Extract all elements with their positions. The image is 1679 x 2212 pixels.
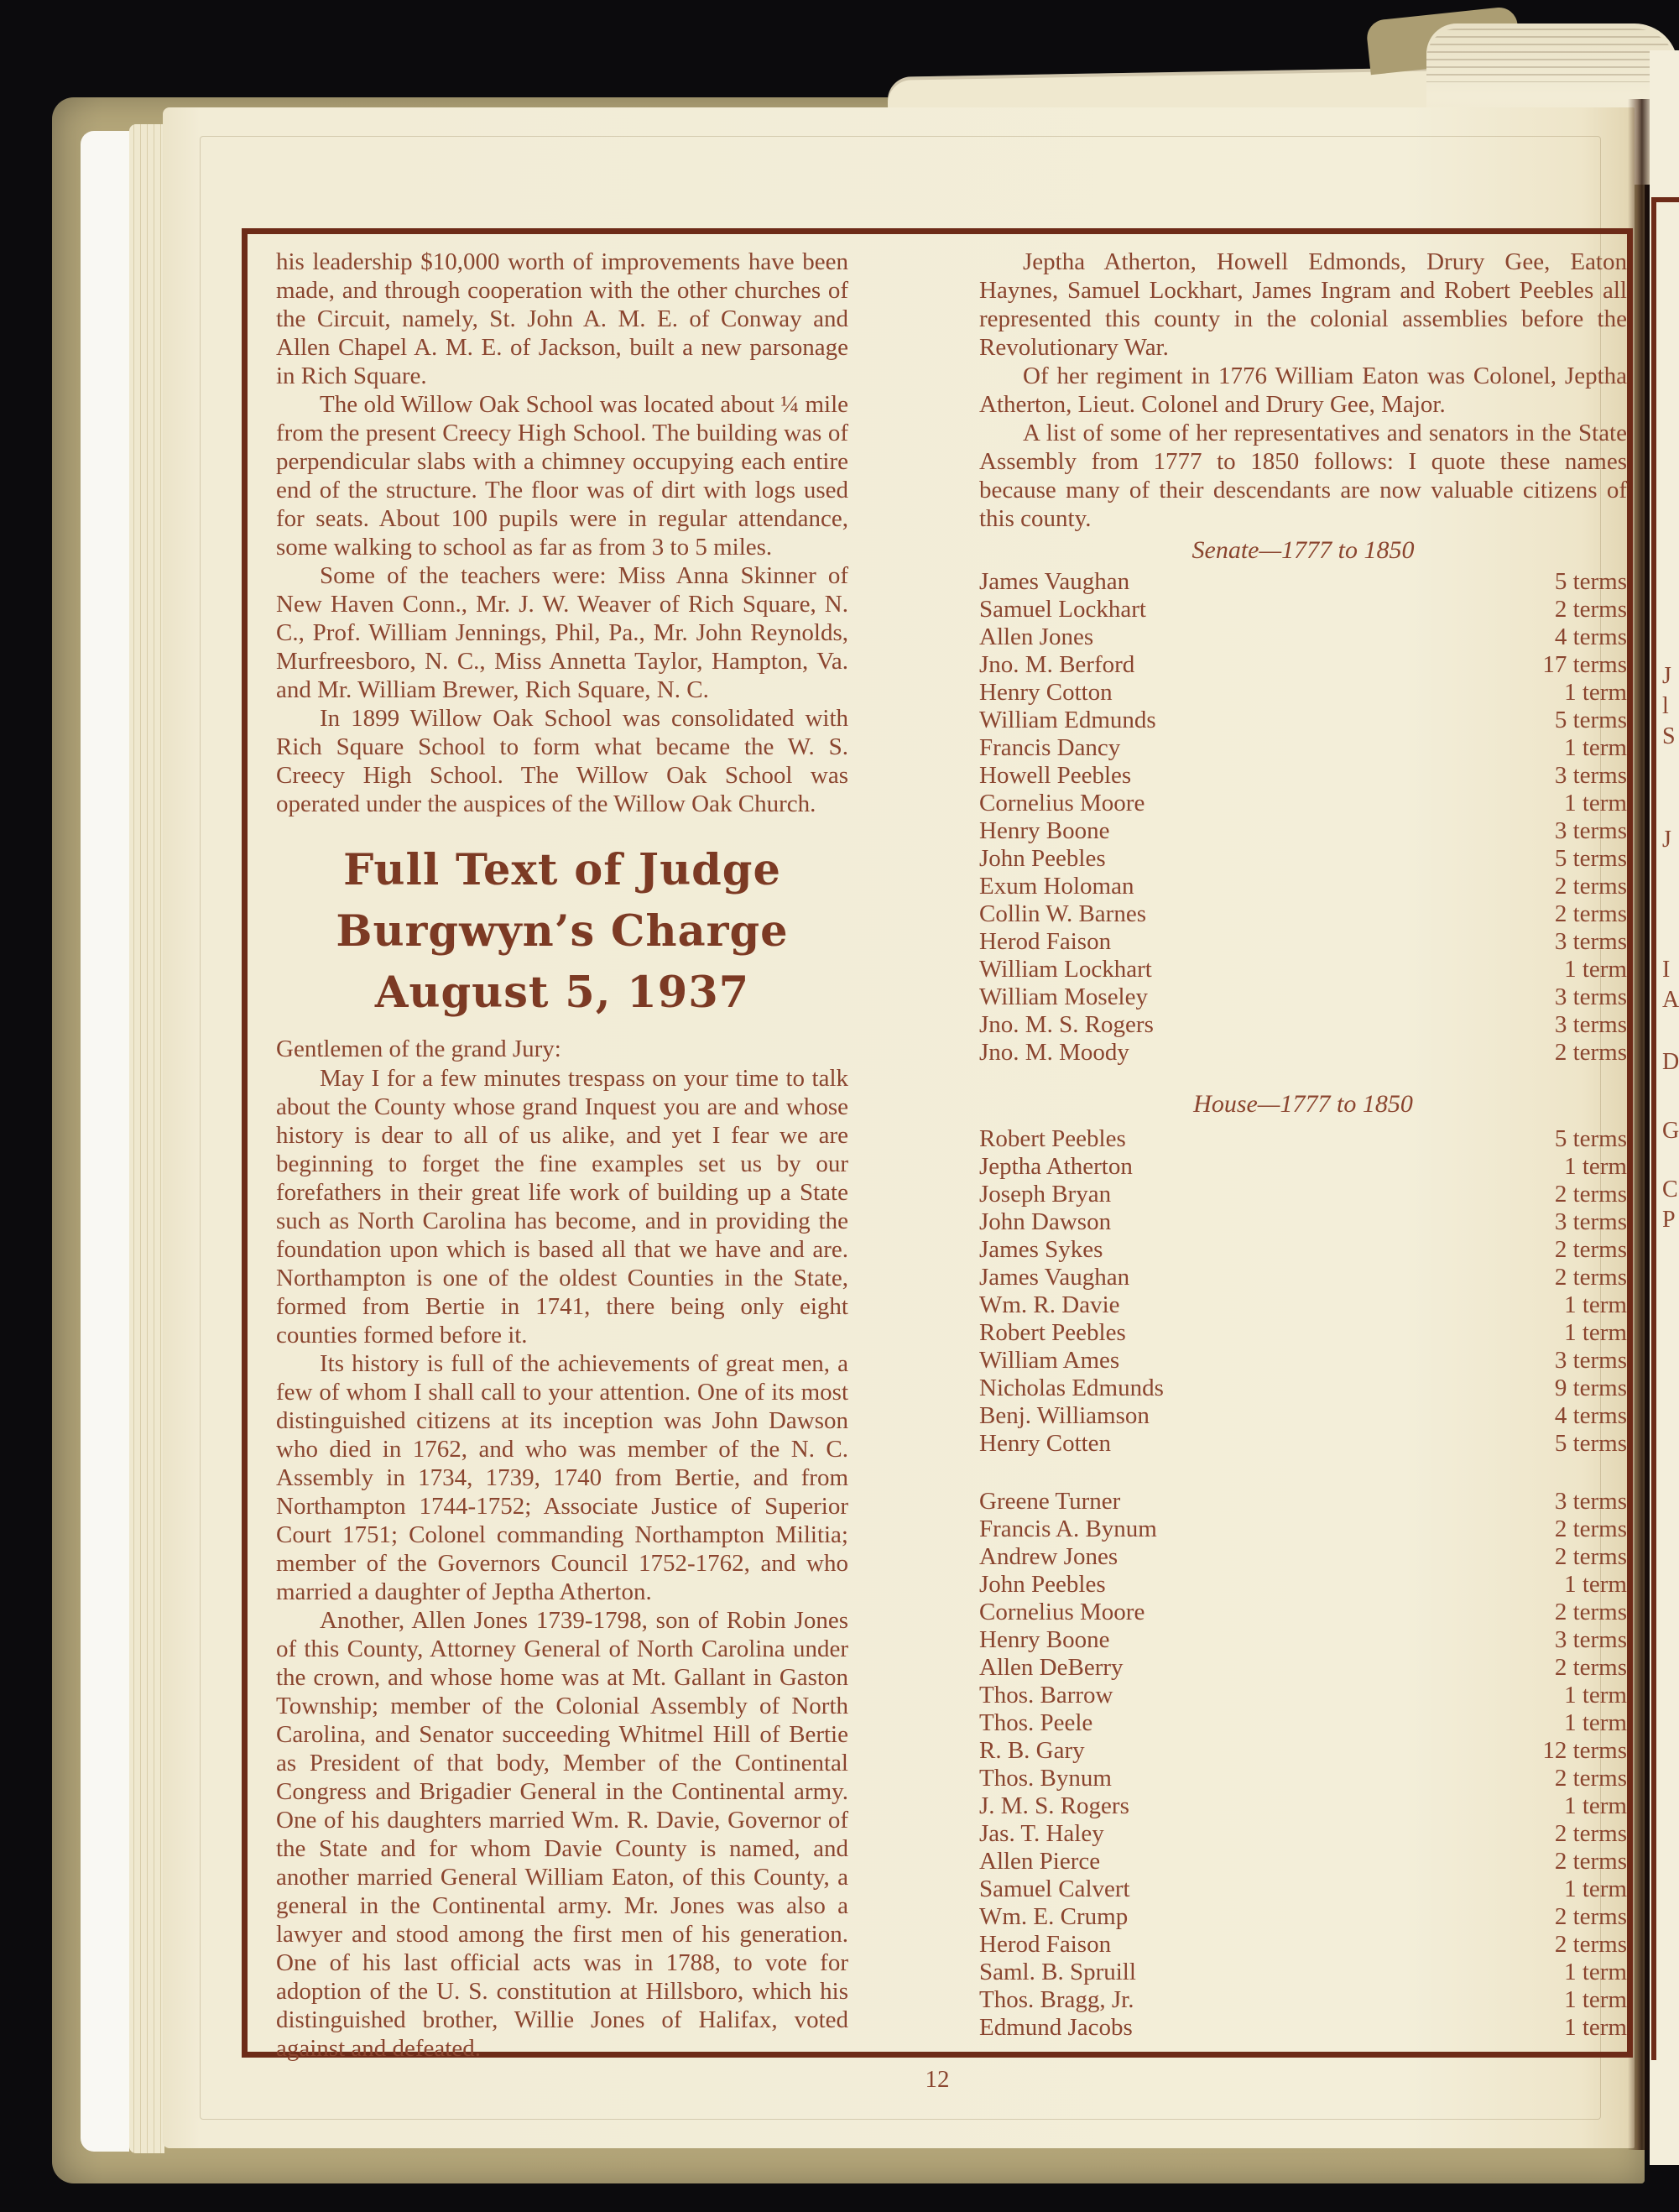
- member-terms: 2 terms: [1554, 1848, 1627, 1875]
- next-page-text-fragment: J: [1662, 663, 1671, 689]
- member-row: [979, 1709, 1627, 1737]
- member-terms: 2 terms: [1554, 1765, 1627, 1792]
- next-page-text-fragment: C: [1662, 1176, 1678, 1203]
- right-column-paragraphs: [979, 248, 1627, 533]
- member-terms: 3 terms: [1554, 1626, 1627, 1653]
- flyleaf-page-edge: [81, 131, 129, 2152]
- member-terms: 2 terms: [1554, 1599, 1627, 1625]
- right-column: [979, 248, 1627, 2042]
- member-row: [979, 1430, 1627, 1458]
- member-terms: 4 terms: [1554, 623, 1627, 650]
- member-name: Thos. Bragg, Jr.: [979, 1986, 1134, 2013]
- member-terms: 2 terms: [1554, 1039, 1627, 1066]
- member-terms: 5 terms: [1554, 1125, 1627, 1152]
- member-name: Henry Cotton: [979, 679, 1113, 706]
- member-name: Francis A. Bynum: [979, 1516, 1157, 1542]
- member-name: Thos. Barrow: [979, 1682, 1113, 1709]
- member-row: [979, 1153, 1627, 1181]
- member-row: [979, 1488, 1627, 1516]
- house-member-list-group1: [979, 1125, 1627, 1458]
- text-frame: [242, 228, 1633, 2062]
- paragraph: Its history is full of the achievements of great men, a few of whom I shall call to your attention. One of its most distinguished citizens at its inception was John Dawson who died in 1762, and who was member of the N. C. Assembly in 1734, 1739, 1740 from Bertie, and from Northampton 1744-1752; Associate Justice of Superior Court 1751; Colonel commanding Northampton Militia; member of the Governors Council 1752-1762, and who married a daughter of Jeptha Atherton.: [276, 1350, 848, 1605]
- member-name: Howell Peebles: [979, 762, 1132, 789]
- member-row: [979, 596, 1627, 623]
- member-row: [979, 2014, 1627, 2042]
- member-terms: 3 terms: [1554, 817, 1627, 844]
- member-name: John Dawson: [979, 1208, 1112, 1235]
- member-name: William Edmunds: [979, 707, 1156, 733]
- member-terms: 1 term: [1564, 2014, 1627, 2041]
- next-page-text-fragment: J: [1662, 827, 1671, 853]
- next-page-side-rule: [1651, 197, 1656, 2060]
- member-terms: 1 term: [1564, 679, 1627, 706]
- member-terms: 2 terms: [1554, 1516, 1627, 1542]
- member-row: [979, 956, 1627, 983]
- member-name: J. M. S. Rogers: [979, 1792, 1129, 1819]
- article-heading: [276, 840, 848, 1024]
- member-name: Jno. M. Berford: [979, 651, 1135, 678]
- member-name: Francis Dancy: [979, 734, 1121, 761]
- member-terms: 2 terms: [1554, 1181, 1627, 1208]
- member-row: [979, 1291, 1627, 1319]
- member-terms: 1 term: [1564, 1153, 1627, 1180]
- member-name: Cornelius Moore: [979, 1599, 1145, 1625]
- member-name: James Vaughan: [979, 568, 1130, 595]
- member-name: Saml. B. Spruill: [979, 1959, 1136, 1985]
- member-terms: 2 terms: [1554, 1903, 1627, 1930]
- member-row: [979, 1375, 1627, 1402]
- member-name: Joseph Bryan: [979, 1181, 1112, 1208]
- member-row: [979, 623, 1627, 651]
- member-terms: 12 terms: [1542, 1737, 1627, 1764]
- member-terms: 3 terms: [1554, 1488, 1627, 1515]
- member-row: [979, 1903, 1627, 1931]
- member-name: Allen Jones: [979, 623, 1094, 650]
- member-name: Henry Cotten: [979, 1430, 1112, 1457]
- member-name: William Lockhart: [979, 956, 1152, 983]
- member-row: [979, 1347, 1627, 1375]
- speech-paragraphs: [276, 1064, 848, 2063]
- member-terms: 1 term: [1564, 1682, 1627, 1709]
- senate-section-heading: Senate—1777 to 1850: [1191, 536, 1415, 564]
- member-row: [979, 1011, 1627, 1039]
- house-section-heading: House—1777 to 1850: [1193, 1090, 1413, 1118]
- senate-member-list: [979, 568, 1627, 1067]
- member-name: Benj. Williamson: [979, 1402, 1150, 1429]
- member-name: Henry Boone: [979, 817, 1110, 844]
- member-terms: 5 terms: [1554, 707, 1627, 733]
- member-row: [979, 1039, 1627, 1067]
- member-name: Robert Peebles: [979, 1319, 1126, 1346]
- paragraph: The old Willow Oak School was located about ¼ mile from the present Creecy High School. The building was of perpendicular slabs with a chimney occupying each entire end of the structure. The floor was of dirt with logs used for seats. About 100 pupils were in regular attendance, some walking to school as far as from 3 to 5 miles.: [276, 391, 848, 561]
- paragraph: Another, Allen Jones 1739-1798, son of Robin Jones of this County, Attorney General of North Carolina under the crown, and whose home was at Mt. Gallant in Gaston Township; member of the Colonial Assembly of North Carolina, and Senator succeeding Whitmel Hill of Bertie as President of that body, Member of the Continental Congress and Brigadier General in the Continental army. One of his daughters married Wm. R. Davie, Governor of the State and for whom Davie County is named, and another married General William Eaton, of this County, a general in the Continental army. Mr. Jones was also a lawyer and stood among the first men of his generation. One of his last official acts was in 1788, to vote for adoption of the U. S. constitution at Hillsboro, which his distinguished brother, Willie Jones of Halifax, voted against and defeated.: [276, 1607, 848, 2062]
- member-terms: 5 terms: [1554, 845, 1627, 872]
- member-terms: 2 terms: [1554, 596, 1627, 623]
- member-name: Jno. M. S. Rogers: [979, 1011, 1154, 1038]
- member-row: [979, 983, 1627, 1011]
- member-name: Samuel Lockhart: [979, 596, 1146, 623]
- member-row: [979, 734, 1627, 762]
- member-row: [979, 1876, 1627, 1903]
- paragraph: In 1899 Willow Oak School was consolidated with Rich Square School to form what became the W. S. Creecy High School. The Willow Oak School was operated under the auspices of the Willow Oak Church.: [276, 705, 848, 817]
- next-page-text-fragment: G: [1662, 1118, 1679, 1144]
- member-row: [979, 873, 1627, 900]
- next-page-text-fragment: P: [1662, 1207, 1676, 1233]
- member-row: [979, 679, 1627, 707]
- member-name: Jas. T. Haley: [979, 1820, 1104, 1847]
- member-name: Allen Pierce: [979, 1848, 1101, 1875]
- member-name: Andrew Jones: [979, 1543, 1118, 1570]
- paragraph: A list of some of her representatives and senators in the State Assembly from 1777 to 1850 follows: I quote these names because many of their descendants are now valuable citizens of this county.: [979, 420, 1627, 532]
- member-terms: 2 terms: [1554, 873, 1627, 900]
- member-row: [979, 1543, 1627, 1571]
- salutation: Gentlemen of the grand Jury:: [276, 1036, 561, 1062]
- left-column-paragraphs: [276, 248, 848, 818]
- member-row: [979, 1181, 1627, 1208]
- member-row: [979, 1208, 1627, 1236]
- member-row: [979, 1516, 1627, 1543]
- page-number: 12: [925, 2066, 950, 2093]
- member-name: Herod Faison: [979, 928, 1112, 955]
- member-terms: 2 terms: [1554, 900, 1627, 927]
- member-row: [979, 1792, 1627, 1820]
- member-terms: 2 terms: [1554, 1654, 1627, 1681]
- left-column: [276, 248, 848, 2063]
- member-row: [979, 568, 1627, 596]
- paragraph: Some of the teachers were: Miss Anna Skinner of New Haven Conn., Mr. J. W. Weaver of Rich Square, N. C., Prof. William Jennings, Phil, Pa., Mr. John Reynolds, Murfreesboro, N. C., Miss Annetta Taylor, Hampton, Va. and Mr. William Brewer, Rich Square, N. C.: [276, 562, 848, 703]
- member-terms: 1 term: [1564, 1876, 1627, 1902]
- member-name: James Sykes: [979, 1236, 1103, 1263]
- member-terms: 1 term: [1564, 1709, 1627, 1736]
- member-row: [979, 1599, 1627, 1626]
- next-page-text-fragment: D: [1662, 1049, 1679, 1075]
- member-name: Greene Turner: [979, 1488, 1121, 1515]
- member-row: [979, 1959, 1627, 1986]
- page-edge-stack-left: [129, 124, 164, 2153]
- member-terms: 3 terms: [1554, 983, 1627, 1010]
- member-row: [979, 1931, 1627, 1959]
- member-row: [979, 1986, 1627, 2014]
- member-name: Henry Boone: [979, 1626, 1110, 1653]
- member-terms: 4 terms: [1554, 1402, 1627, 1429]
- member-terms: 3 terms: [1554, 1208, 1627, 1235]
- next-page-text-fragment: l: [1662, 693, 1669, 719]
- member-row: [979, 1264, 1627, 1291]
- next-page-sliver: [1650, 50, 1679, 2165]
- paragraph: his leadership $10,000 worth of improvements have been made, and through cooperation with the other churches of the Circuit, namely, St. John A. M. E. of Conway and Allen Chapel A. M. E. of Jackson, built a new parsonage in Rich Square.: [276, 248, 848, 389]
- article-heading-line: August 5, 1937: [374, 968, 750, 1018]
- next-page-text-fragment: I: [1662, 957, 1671, 983]
- member-terms: 1 term: [1564, 1792, 1627, 1819]
- member-terms: 5 terms: [1554, 568, 1627, 595]
- member-terms: 1 term: [1564, 1319, 1627, 1346]
- member-terms: 2 terms: [1554, 1820, 1627, 1847]
- member-row: [979, 1626, 1627, 1654]
- member-terms: 3 terms: [1554, 1011, 1627, 1038]
- article-heading-line: Full Text of Judge: [343, 845, 781, 895]
- member-name: Edmund Jacobs: [979, 2014, 1133, 2041]
- member-terms: 1 term: [1564, 956, 1627, 983]
- member-name: Exum Holoman: [979, 873, 1134, 900]
- paragraph: Of her regiment in 1776 William Eaton was Colonel, Jeptha Atherton, Lieut. Colonel and Drury Gee, Major.: [979, 363, 1627, 418]
- member-name: Herod Faison: [979, 1931, 1112, 1958]
- member-name: William Ames: [979, 1347, 1120, 1374]
- member-name: John Peebles: [979, 1571, 1106, 1598]
- member-terms: 2 terms: [1554, 1264, 1627, 1291]
- member-terms: 1 term: [1564, 790, 1627, 816]
- member-row: [979, 1236, 1627, 1264]
- member-row: [979, 1402, 1627, 1430]
- member-name: Thos. Peele: [979, 1709, 1093, 1736]
- member-terms: 2 terms: [1554, 1236, 1627, 1263]
- member-row: [979, 1319, 1627, 1347]
- next-page-text-fragment: A: [1662, 987, 1679, 1013]
- member-terms: 5 terms: [1554, 1430, 1627, 1457]
- paragraph: Jeptha Atherton, Howell Edmonds, Drury Gee, Eaton Haynes, Samuel Lockhart, James Ingram and Robert Peebles all represented this county in the colonial assemblies before the Revolutionary War.: [979, 248, 1627, 361]
- member-terms: 17 terms: [1542, 651, 1627, 678]
- member-terms: 9 terms: [1554, 1375, 1627, 1401]
- member-name: Thos. Bynum: [979, 1765, 1112, 1792]
- member-terms: 1 term: [1564, 1986, 1627, 2013]
- next-page-text-fragment: S: [1662, 723, 1676, 749]
- member-row: [979, 1765, 1627, 1792]
- member-name: Allen DeBerry: [979, 1654, 1124, 1681]
- member-row: [979, 1654, 1627, 1682]
- member-row: [979, 651, 1627, 679]
- member-name: John Peebles: [979, 845, 1106, 872]
- member-row: [979, 1125, 1627, 1153]
- member-terms: 3 terms: [1554, 1347, 1627, 1374]
- member-name: Nicholas Edmunds: [979, 1375, 1164, 1401]
- member-name: Jeptha Atherton: [979, 1153, 1133, 1180]
- member-row: [979, 790, 1627, 817]
- member-name: Wm. E. Crump: [979, 1903, 1129, 1930]
- member-terms: 1 term: [1564, 1959, 1627, 1985]
- member-row: [979, 707, 1627, 734]
- member-name: R. B. Gary: [979, 1737, 1085, 1764]
- article-heading-line: Burgwyn’s Charge: [336, 906, 789, 957]
- member-terms: 3 terms: [1554, 762, 1627, 789]
- member-terms: 2 terms: [1554, 1543, 1627, 1570]
- member-name: Jno. M. Moody: [979, 1039, 1129, 1066]
- member-row: [979, 845, 1627, 873]
- member-name: Samuel Calvert: [979, 1876, 1130, 1902]
- member-terms: 2 terms: [1554, 1931, 1627, 1958]
- member-name: Wm. R. Davie: [979, 1291, 1120, 1318]
- house-list-gap: [979, 1458, 1627, 1488]
- paragraph: May I for a few minutes trespass on your time to talk about the County whose grand Inquest you are and whose history is dear to all of us alike, and yet I fear we are beginning to forget the fine examples set us by our forefathers in their great life work of building up a State such as North Carolina has become, and in providing the foundation upon which is based all that we have and are. Northampton is one of the oldest Counties in the State, formed from Bertie in 1741, there being only eight counties formed before it.: [276, 1065, 848, 1349]
- member-name: Collin W. Barnes: [979, 900, 1146, 927]
- member-name: James Vaughan: [979, 1264, 1130, 1291]
- member-row: [979, 1820, 1627, 1848]
- member-name: William Moseley: [979, 983, 1148, 1010]
- member-terms: 1 term: [1564, 1571, 1627, 1598]
- house-member-list-group2: [979, 1488, 1627, 2042]
- member-terms: 1 term: [1564, 734, 1627, 761]
- member-row: [979, 762, 1627, 790]
- member-row: [979, 928, 1627, 956]
- member-row: [979, 817, 1627, 845]
- member-name: Robert Peebles: [979, 1125, 1126, 1152]
- member-row: [979, 900, 1627, 928]
- member-row: [979, 1571, 1627, 1599]
- member-row: [979, 1737, 1627, 1765]
- member-row: [979, 1848, 1627, 1876]
- member-terms: 1 term: [1564, 1291, 1627, 1318]
- member-row: [979, 1682, 1627, 1709]
- member-terms: 3 terms: [1554, 928, 1627, 955]
- member-name: Cornelius Moore: [979, 790, 1145, 816]
